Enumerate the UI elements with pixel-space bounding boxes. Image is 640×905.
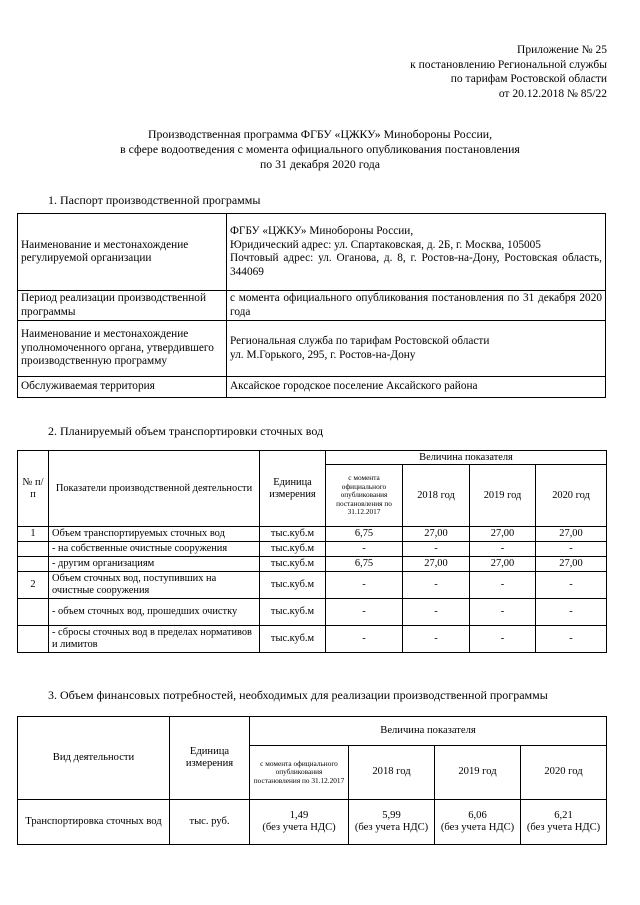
- passport-table: [17, 213, 606, 398]
- row-value: -: [326, 599, 403, 626]
- row-value: -: [470, 542, 536, 557]
- row-value: -: [536, 599, 607, 626]
- vat-note: (без учета НДС): [440, 822, 515, 833]
- row-value: [349, 800, 435, 845]
- title-line-1: Производственная программа ФГБУ «ЦЖКУ» Минобороны России,: [147, 127, 493, 141]
- value-number: 6,21: [554, 809, 573, 821]
- section-1-heading: 1. Паспорт производственной программы: [48, 193, 261, 207]
- row-unit: тыс.куб.м: [260, 599, 326, 626]
- row-value: -: [403, 626, 470, 653]
- passport-value: [227, 214, 606, 291]
- col-unit-header: Единица измерения: [170, 717, 250, 800]
- authority-address: ул. М.Горького, 295, г. Ростов-на-Дону: [230, 348, 416, 361]
- appendix-line-1: Приложение № 25: [517, 44, 607, 56]
- row-unit: тыс.куб.м: [260, 626, 326, 653]
- row-value: 27,00: [403, 527, 470, 542]
- org-name: ФГБУ «ЦЖКУ» Минобороны России,: [230, 225, 414, 237]
- appendix-line-4: от 20.12.2018 № 85/22: [498, 87, 607, 100]
- row-num: [18, 626, 49, 653]
- value-group-header: Величина показателя: [250, 717, 607, 746]
- row-name: Объем сточных вод, поступивших на очистные сооружения: [49, 572, 260, 599]
- col-2020-header: 2020 год: [536, 465, 607, 527]
- passport-label: Наименование и местонахождение регулируемой организации: [18, 214, 227, 291]
- title-line-2: в сфере водоотведения с момента официального опубликования постановления: [120, 142, 520, 156]
- col-first-period-header: с момента официального опубликования постановления по 31.12.2017: [326, 465, 403, 527]
- value-group-header: Величина показателя: [326, 451, 607, 465]
- row-value: -: [536, 626, 607, 653]
- table-row: [18, 572, 607, 599]
- title-line-3: по 31 декабря 2020 года: [259, 157, 381, 171]
- row-value: -: [536, 542, 607, 557]
- vat-note: (без учета НДС): [354, 822, 429, 833]
- row-value: -: [326, 572, 403, 599]
- col-2019-header: 2019 год: [435, 746, 521, 800]
- col-num-header: № п/п: [18, 451, 49, 527]
- value-number: 5,99: [382, 809, 401, 821]
- col-2020-header: 2020 год: [521, 746, 607, 800]
- row-value: -: [403, 542, 470, 557]
- row-value: -: [470, 626, 536, 653]
- table-row: [18, 626, 607, 653]
- row-value: -: [470, 599, 536, 626]
- postal-address: Почтовый адрес: ул. Оганова, д. 8, г. Ростов-на-Дону, Ростовская область, 344069: [230, 252, 602, 278]
- row-num: [18, 557, 49, 572]
- table-row: [18, 557, 607, 572]
- transport-volume-table: [17, 450, 607, 653]
- value-number: 6,06: [468, 809, 487, 821]
- row-activity: Транспортировка сточных вод: [18, 800, 170, 845]
- row-num: 1: [18, 527, 49, 542]
- row-value: 6,75: [326, 527, 403, 542]
- passport-value: Аксайское городское поселение Аксайского района: [227, 377, 606, 398]
- row-value: -: [403, 572, 470, 599]
- row-value: [250, 800, 349, 845]
- row-value: -: [536, 572, 607, 599]
- row-value: 27,00: [470, 527, 536, 542]
- passport-row-authority: [18, 321, 606, 377]
- value-number: 1,49: [289, 809, 309, 821]
- row-value: [435, 800, 521, 845]
- row-value: -: [403, 599, 470, 626]
- row-unit: тыс.куб.м: [260, 557, 326, 572]
- row-num: [18, 542, 49, 557]
- section-3-heading: 3. Объем финансовых потребностей, необходимых для реализации производственной программы: [48, 688, 548, 702]
- table-row: [18, 542, 607, 557]
- row-value: 27,00: [470, 557, 536, 572]
- vat-note: (без учета НДС): [526, 822, 601, 833]
- table-row: [18, 800, 607, 845]
- row-unit: тыс.куб.м: [260, 542, 326, 557]
- col-2019-header: 2019 год: [470, 465, 536, 527]
- document-title: [40, 127, 600, 172]
- appendix-line-2: к постановлению Региональной службы: [410, 58, 607, 71]
- row-value: 6,75: [326, 557, 403, 572]
- row-value: [521, 800, 607, 845]
- col-activity-header: Вид деятельности: [18, 717, 170, 800]
- row-name: - сбросы сточных вод в пределах нормативов и лимитов: [49, 626, 260, 653]
- passport-row-territory: [18, 377, 606, 398]
- row-name: - объем сточных вод, прошедших очистку: [49, 599, 260, 626]
- col-first-period-header: с момента официального опубликования постановления по 31.12.2017: [250, 746, 349, 800]
- header-row-1: [18, 717, 607, 746]
- passport-value: [227, 321, 606, 377]
- authority-name: Региональная служба по тарифам Ростовской области: [230, 335, 490, 347]
- passport-label: Обслуживаемая территория: [18, 377, 227, 398]
- row-value: -: [470, 572, 536, 599]
- row-unit: тыс. руб.: [170, 800, 250, 845]
- row-value: 27,00: [536, 557, 607, 572]
- passport-row-organization: [18, 214, 606, 291]
- row-num: [18, 599, 49, 626]
- col-unit-header: Единица измерения: [260, 451, 326, 527]
- passport-value: с момента официального опубликования постановления по 31 декабря 2020 года: [227, 291, 606, 321]
- vat-note: (без учета НДС): [262, 822, 336, 833]
- col-2018-header: 2018 год: [349, 746, 435, 800]
- appendix-block: [410, 43, 607, 101]
- row-value: 27,00: [536, 527, 607, 542]
- row-name: - на собственные очистные сооружения: [49, 542, 260, 557]
- row-name: Объем транспортируемых сточных вод: [49, 527, 260, 542]
- row-value: -: [326, 542, 403, 557]
- row-unit: тыс.куб.м: [260, 527, 326, 542]
- row-unit: тыс.куб.м: [260, 572, 326, 599]
- legal-address: Юридический адрес: ул. Спартаковская, д. 2Б, г. Москва, 105005: [230, 238, 541, 251]
- passport-label: Период реализации производственной программы: [18, 291, 227, 321]
- appendix-line-3: по тарифам Ростовской области: [450, 73, 607, 85]
- passport-label: Наименование и местонахождение уполномоченного органа, утвердившего производственную программу: [18, 321, 227, 377]
- passport-row-period: [18, 291, 606, 321]
- row-num: 2: [18, 572, 49, 599]
- table-row: [18, 527, 607, 542]
- section-2-heading: 2. Планируемый объем транспортировки сточных вод: [48, 424, 324, 438]
- row-value: -: [326, 626, 403, 653]
- header-row-1: [18, 451, 607, 465]
- col-indicator-header: Показатели производственной деятельности: [49, 451, 260, 527]
- col-2018-header: 2018 год: [403, 465, 470, 527]
- financial-needs-table: [17, 716, 607, 845]
- table-row: [18, 599, 607, 626]
- row-value: 27,00: [403, 557, 470, 572]
- row-name: - другим организациям: [49, 557, 260, 572]
